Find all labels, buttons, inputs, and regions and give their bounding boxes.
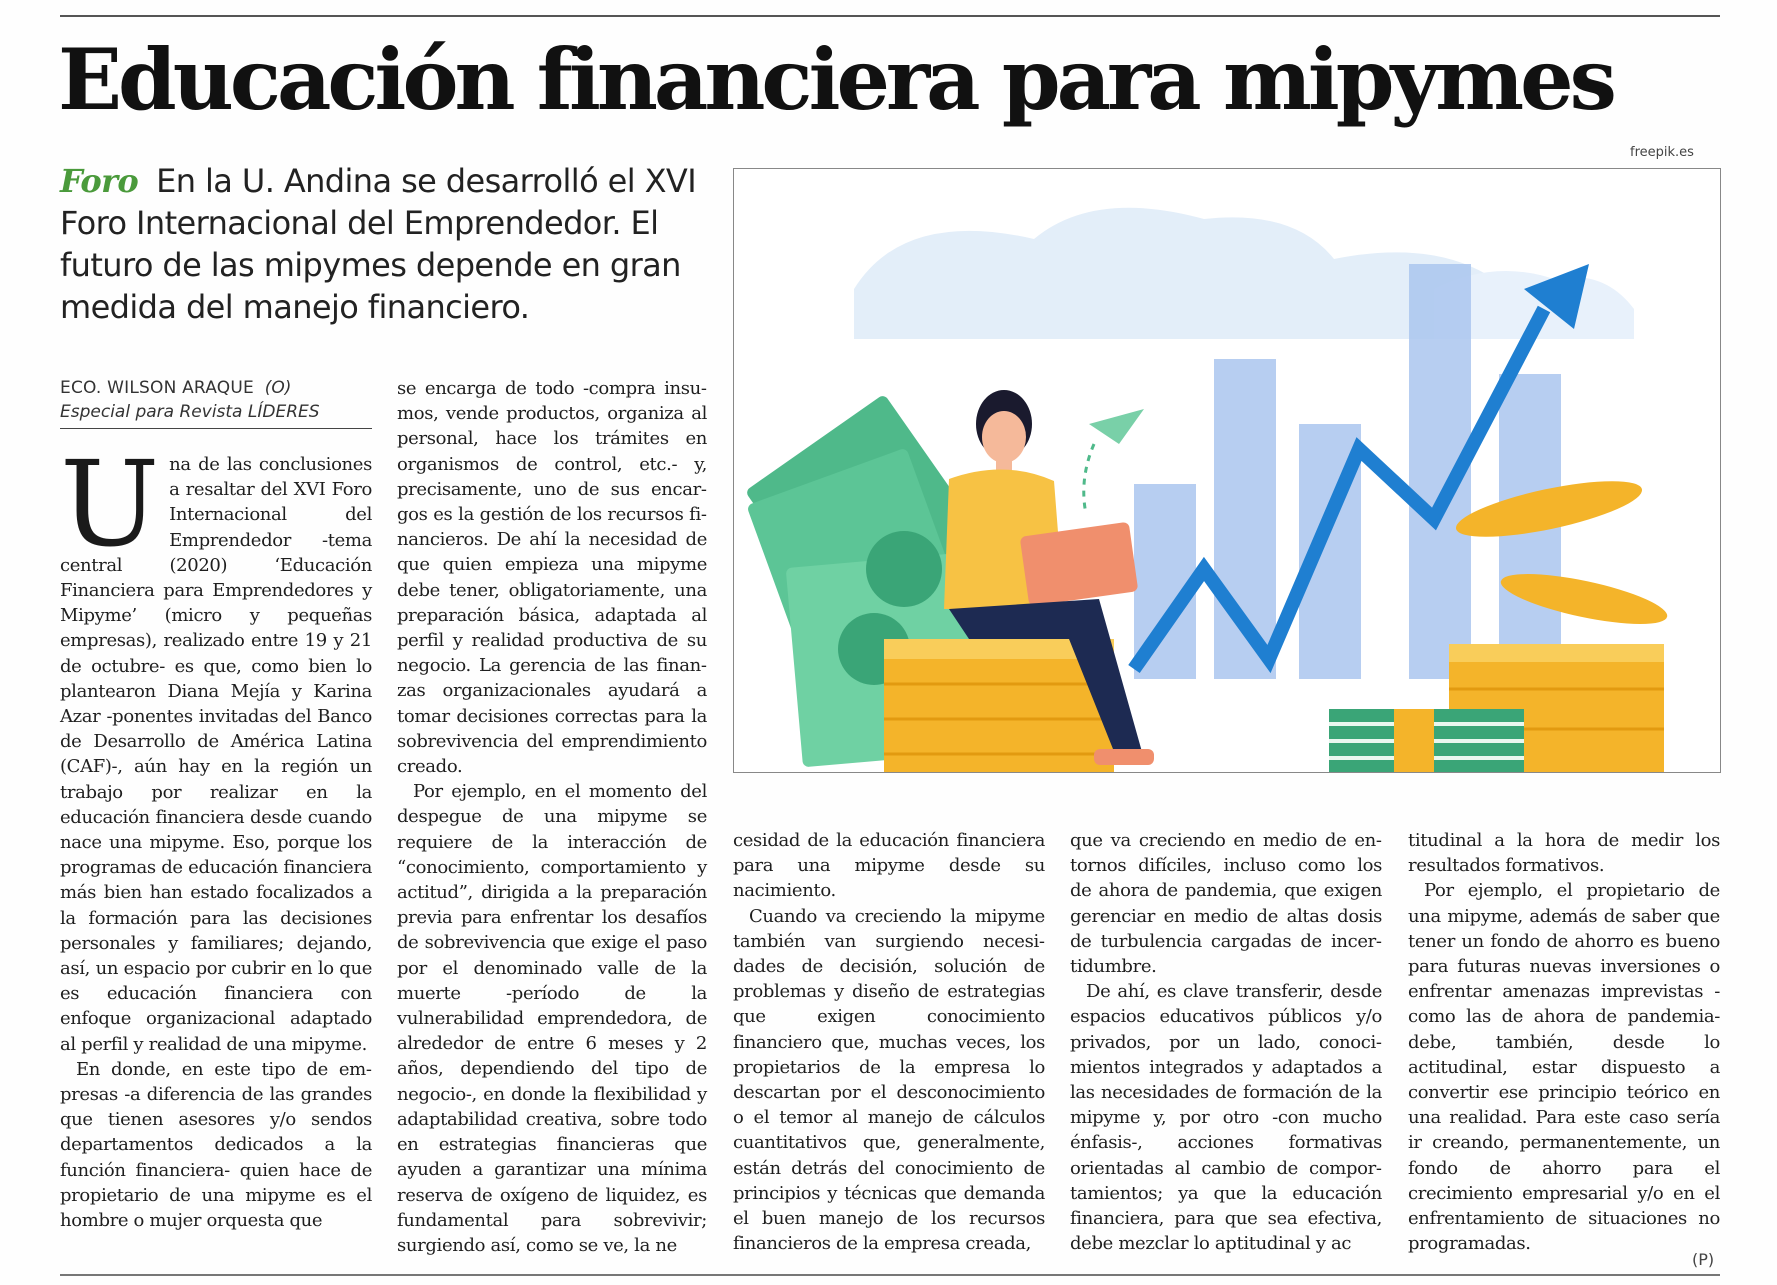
byline-author: ECO. WILSON ARAQUE <box>60 378 254 398</box>
end-mark: (P) <box>1692 1250 1715 1269</box>
lead-kicker: Foro <box>60 162 139 200</box>
illustration <box>733 168 1721 773</box>
headline: Educación financiera para mipymes <box>58 30 1613 129</box>
byline-tag: (O) <box>264 378 292 398</box>
byline <box>60 376 372 424</box>
lead-text: En la U. Andina se desarrolló el XVI Foro Internacional del Emprendedor. El futuro de las mipymes depende en gran medida del manejo financiero. <box>60 162 697 326</box>
paragraph: cesidad de la educación financiera para una mipyme desde su nacimiento. <box>733 830 1045 902</box>
paragraph: se encarga de todo -compra insumos, vende productos, organiza al personal, hace los trámites en organismos de control, etc.- y, precisamente, uno de sus encargos es la gestión de los recursos financieros. De ahí la necesidad de que quien empieza una mipyme debe tener, obligatoriamente, una preparación básica, adaptada al perfil y realidad productiva de su negocio. La gerencia de las finanzas organizacionales ayudará a tomar decisiones correctas para la sobrevivencia del emprendimiento creado. <box>397 378 707 778</box>
money-block <box>1329 709 1524 772</box>
paragraph: Por ejemplo, en el momento del despegue de una mipyme se requiere de la interacción de “conocimiento, comportamiento y actitud”, dirigida a la preparación previa para enfrentar los desafíos de sobrevivencia que exige el paso por el denominado valle de la muerte -período de la vulnerabilidad emprendedora, de alrededor de entre 6 meses y 2 años, dependiendo del tipo de negocio-, en donde la flexibilidad y adaptabilidad creativa, sobre todo en estrategias financieras que ayuden a garantizar una mínima reserva de oxígeno de liquidez, es fundamental para sobrevivir; surgiendo así, como se ve, la ne <box>397 781 707 1256</box>
cloud-shape <box>854 208 1494 339</box>
byline-role: Especial para Revista LÍDERES <box>60 402 320 422</box>
lead-paragraph <box>60 160 710 328</box>
paper-plane-icon <box>1089 409 1144 444</box>
body-column-5 <box>1408 828 1720 1258</box>
paragraph: na de las conclusiones a resaltar del XVI Foro Internacional del Emprendedor -tema central (2020) ‘Educación Financiera para Emprendedores y Mipyme’ (micro y pequeñas empresas), realizado entre 19 y 21 de octubre- es que, como bien lo plantearon Diana Mejía y Karina Azar -ponentes invitadas del Banco de Desarrollo de América Latina (CAF)-, aún hay en la región un trabajo por realizar en la educación financiera desde cuando nace una mipyme. Eso, porque los programas de educación financiera más bien han estado focalizados a la formación para las decisiones personales y familiares; dejando, así, un espacio por cubrir en lo que es educación financiera con enfoque organizacional adaptado al perfil y realidad de una mipyme. <box>60 454 372 1055</box>
paragraph: Cuando va creciendo la mipyme también van surgiendo necesidades de decisión, solución de problemas y diseño de estrategias que exigen conocimiento financiero que, muchas veces, los propietarios de la empresa lo descartan por el desconocimiento o el temor al manejo de cálculos cuantitativos que, generalmente, están detrás del conocimiento de principios y técnicas que demanda el buen manejo de los recursos financieros de la empresa creada, <box>733 905 1045 1255</box>
body-column-4 <box>1070 828 1382 1258</box>
dropcap: U <box>60 435 160 573</box>
paragraph: En donde, en este tipo de empresas -a diferencia de las grandes que tienen asesores y/o sendos departamentos dedicados a la función financiera- quien hace de propietario de una mipyme es el hombre o mujer orquesta que <box>60 1058 372 1232</box>
byline-rule <box>60 428 372 429</box>
bottom-rule <box>60 1274 1720 1276</box>
finance-growth-illustration <box>734 169 1720 772</box>
body-column-2 <box>397 376 707 1256</box>
body-column-1 <box>60 435 372 1252</box>
paragraph: titudinal a la hora de medir los resultados formativos. <box>1408 830 1720 877</box>
paragraph: que va creciendo en medio de entornos difíciles, incluso como los de ahora de pandemia, que exigen gerenciar en medio de altas dosis de turbulencia cargadas de incertidumbre. <box>1070 830 1382 978</box>
paragraph: Por ejemplo, el propietario de una mipyme, además de saber que tener un fondo de ahorro es bueno para futuras nuevas inversiones o enfrentar amenazas imprevistas -como las de ahora de pandemia- debe, también, desde lo actitudinal, estar dispuesto a convertir ese principio teórico en una realidad. Para este caso sería ir creando, permanentemente, un fondo de ahorro para el crecimiento empresarial y/o en el enfrentamiento de situaciones no programadas. <box>1408 880 1720 1255</box>
top-rule <box>60 15 1720 17</box>
body-column-3 <box>733 828 1045 1258</box>
paragraph: De ahí, es clave transferir, desde espacios educativos públicos y/o privados, por un lado, conocimientos integrados y adaptados a las necesidades de formación de la mipyme y, por otro -con mucho énfasis-, acciones formativas orientadas al cambio de comportamientos; ya que la educación financiera, para que sea efectiva, debe mezclar lo aptitudinal y ac <box>1070 981 1382 1255</box>
image-credit: freepik.es <box>1630 145 1694 160</box>
